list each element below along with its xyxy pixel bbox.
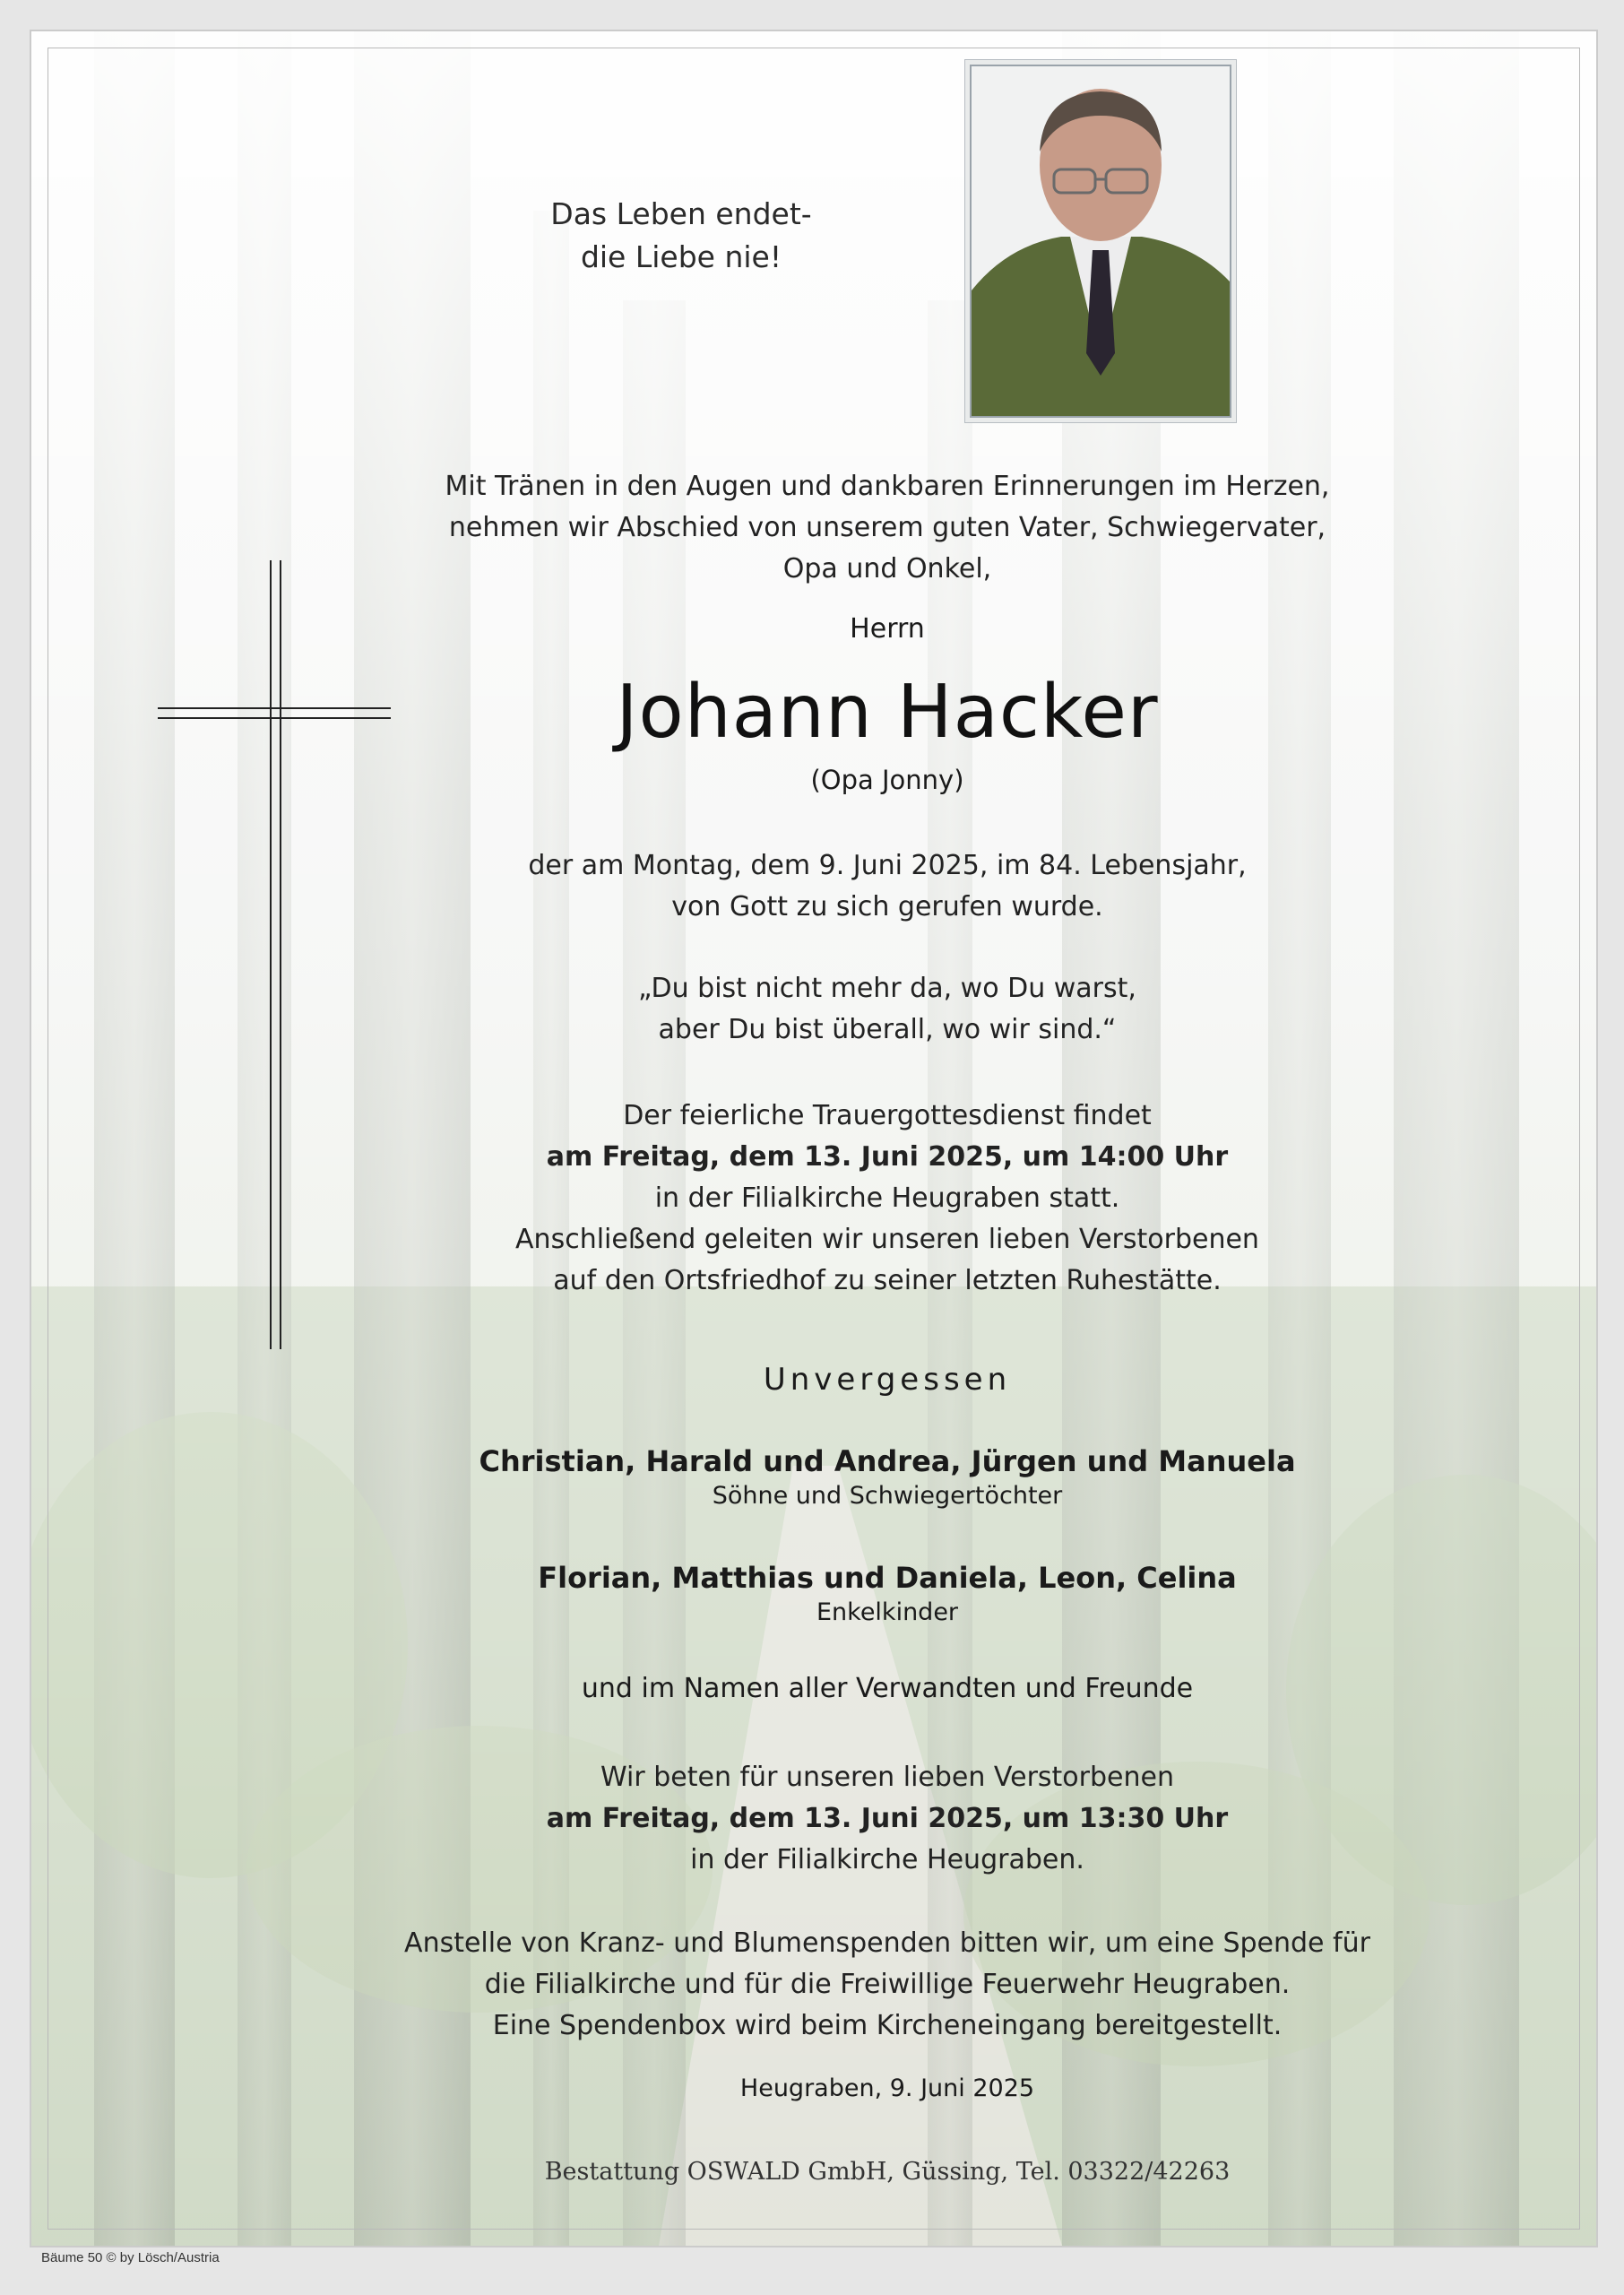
deceased-name: Johann Hacker bbox=[616, 670, 1159, 755]
place-date: Heugraben, 9. Juni 2025 bbox=[739, 2074, 1035, 2102]
unvergessen-heading: Unvergessen bbox=[763, 1362, 1012, 1398]
prayer-date: am Freitag, dem 13. Juni 2025, um 13:30 Uhr bbox=[546, 1803, 1229, 1834]
portrait-photo bbox=[970, 65, 1231, 418]
motto-line: die Liebe nie! bbox=[580, 239, 782, 274]
prayer-info bbox=[323, 1757, 1452, 1881]
death-notice-line: von Gott zu sich gerufen wurde. bbox=[671, 891, 1103, 922]
intro-line: Opa und Onkel, bbox=[782, 553, 992, 585]
motto bbox=[502, 193, 860, 279]
quote bbox=[323, 968, 1452, 1051]
deceased-nickname: (Opa Jonny) bbox=[810, 765, 964, 795]
quote-line: aber Du bist überall, wo wir sind.“ bbox=[658, 1014, 1117, 1045]
prayer-line: Wir beten für unseren lieben Verstorbenen bbox=[600, 1762, 1174, 1793]
service-line: auf den Ortsfriedhof zu seiner letzten Ruhestätte. bbox=[553, 1265, 1222, 1296]
closing-line: und im Namen aller Verwandten und Freunde bbox=[581, 1673, 1194, 1704]
service-line: in der Filialkirche Heugraben statt. bbox=[654, 1182, 1120, 1214]
service-date: am Freitag, dem 13. Juni 2025, um 14:00 Uhr bbox=[546, 1141, 1229, 1173]
service-line: Anschließend geleiten wir unseren lieben Verstorbenen bbox=[515, 1224, 1259, 1255]
prayer-line: in der Filialkirche Heugraben. bbox=[690, 1844, 1084, 1875]
service-info bbox=[323, 1096, 1452, 1302]
death-notice-line: der am Montag, dem 9. Juni 2025, im 84. Lebensjahr, bbox=[528, 850, 1247, 881]
cross-icon bbox=[270, 560, 272, 1349]
intro-line: Mit Tränen in den Augen und dankbaren Erinnerungen im Herzen, bbox=[445, 471, 1330, 502]
cross-icon bbox=[280, 560, 281, 1349]
mourner-names: Florian, Matthias und Daniela, Leon, Celina bbox=[538, 1561, 1237, 1595]
death-notice bbox=[323, 845, 1452, 928]
mourner-names: Christian, Harald und Andrea, Jürgen und Manuela bbox=[479, 1444, 1296, 1478]
donation-line: Anstelle von Kranz- und Blumenspenden bitten wir, um eine Spende für bbox=[404, 1927, 1370, 1959]
image-copyright: Bäume 50 © by Lösch/Austria bbox=[41, 2250, 220, 2265]
mourner-relation: Enkelkinder bbox=[816, 1598, 959, 1626]
donation-note bbox=[323, 1923, 1452, 2047]
intro-text bbox=[323, 466, 1452, 590]
mourner-relation: Söhne und Schwiegertöchter bbox=[712, 1482, 1063, 1510]
quote-line: „Du bist nicht mehr da, wo Du warst, bbox=[638, 973, 1136, 1004]
salutation: Herrn bbox=[850, 613, 925, 645]
motto-line: Das Leben endet- bbox=[550, 196, 812, 231]
service-line: Der feierliche Trauergottesdienst findet bbox=[623, 1100, 1152, 1131]
donation-line: die Filialkirche und für die Freiwillige Feuerwehr Heugraben. bbox=[484, 1969, 1291, 2000]
funeral-home: Bestattung OSWALD GmbH, Güssing, Tel. 03322/42263 bbox=[544, 2158, 1231, 2186]
donation-line: Eine Spendenbox wird beim Kircheneingang bereitgestellt. bbox=[492, 2010, 1283, 2041]
intro-line: nehmen wir Abschied von unserem guten Vater, Schwiegervater, bbox=[448, 512, 1326, 543]
